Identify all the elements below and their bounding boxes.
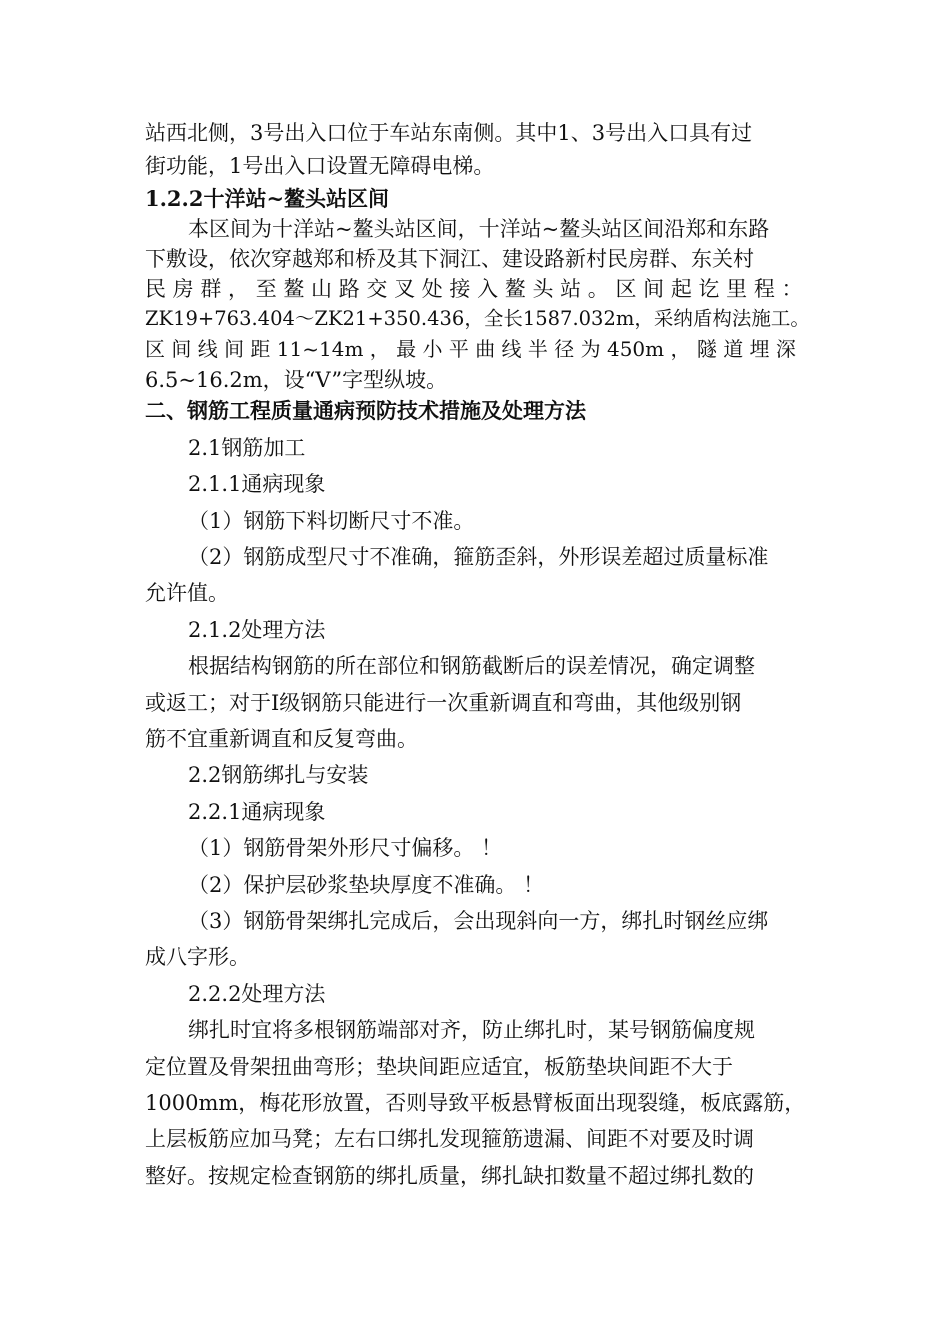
- body-text-line: 站西北侧，3号出入口位于车站东南侧。其中1、3号出入口具有过: [145, 121, 753, 145]
- body-text-line: 定位置及骨架扭曲弯形；垫块间距应适宜，板筋垫块间距不大于: [145, 1055, 733, 1079]
- body-text-line: 本区间为十洋站~鳌头站区间，十洋站~鳌头站区间沿郑和东路: [188, 217, 770, 241]
- body-text-line: 成八字形。: [145, 945, 250, 969]
- list-item: （2）钢筋成型尺寸不准确，箍筋歪斜，外形误差超过质量标准: [188, 545, 769, 569]
- subsection-heading: 2.1钢筋加工: [188, 436, 306, 460]
- list-item: （1）钢筋骨架外形尺寸偏移。 ！: [188, 836, 503, 860]
- body-text-line: 1000mm，梅花形放置，否则导致平板悬臂板面出现裂缝，板底露筋，: [145, 1091, 806, 1115]
- subsection-heading: 2.2.2处理方法: [188, 982, 326, 1006]
- body-text-line: 街功能，1号出入口设置无障碍电梯。: [145, 154, 495, 178]
- chapter-heading: 二、钢筋工程质量通病预防技术措施及处理方法: [145, 398, 586, 423]
- list-item: （3）钢筋骨架绑扎完成后，会出现斜向一方，绑扎时钢丝应绑: [188, 909, 769, 933]
- body-text-line: 区 间 线 间 距 11~14m ， 最 小 平 曲 线 半 径 为 450m ， 隧 道 埋 深: [145, 337, 796, 361]
- subsection-heading: 2.2钢筋绑扎与安装: [188, 763, 369, 787]
- body-text-line: ZK19+763.404～ZK21+350.436，全长1587.032m，采纳盾构法施工。: [145, 307, 810, 330]
- body-text-line: 或返工；对于Ⅰ级钢筋只能进行一次重新调直和弯曲，其他级别钢: [145, 691, 742, 715]
- body-text-line: 民 房 群 ， 至 鳌 山 路 交 叉 处 接 入 鳌 头 站 。 区 间 起 讫 里 程 ：: [145, 277, 803, 301]
- section-heading: 1.2.2十洋站~鳌头站区间: [145, 186, 390, 211]
- subsection-heading: 2.1.2处理方法: [188, 618, 326, 642]
- list-item: （2）保护层砂浆垫块厚度不准确。 ！: [188, 873, 545, 897]
- body-text-line: 6.5~16.2m，设“V”字型纵坡。: [145, 368, 448, 392]
- body-text-line: 上层板筋应加马凳；左右口绑扎发现箍筋遗漏、间距不对要及时调: [145, 1127, 754, 1151]
- body-text-line: 整好。按规定检查钢筋的绑扎质量，绑扎缺扣数量不超过绑扎数的: [145, 1164, 754, 1188]
- subsection-heading: 2.2.1通病现象: [188, 800, 326, 824]
- body-text-line: 下敷设，依次穿越郑和桥及其下洞江、建设路新村民房群、东关村: [145, 247, 754, 271]
- body-text-line: 绑扎时宜将多根钢筋端部对齐，防止绑扎时，某号钢筋偏度规: [188, 1018, 755, 1042]
- body-text-line: 筋不宜重新调直和反复弯曲。: [145, 727, 418, 751]
- list-item: （1）钢筋下料切断尺寸不准。: [188, 509, 475, 533]
- body-text-line: 允许值。: [145, 581, 229, 605]
- body-text-line: 根据结构钢筋的所在部位和钢筋截断后的误差情况，确定调整: [188, 654, 755, 678]
- subsection-heading: 2.1.1通病现象: [188, 472, 326, 496]
